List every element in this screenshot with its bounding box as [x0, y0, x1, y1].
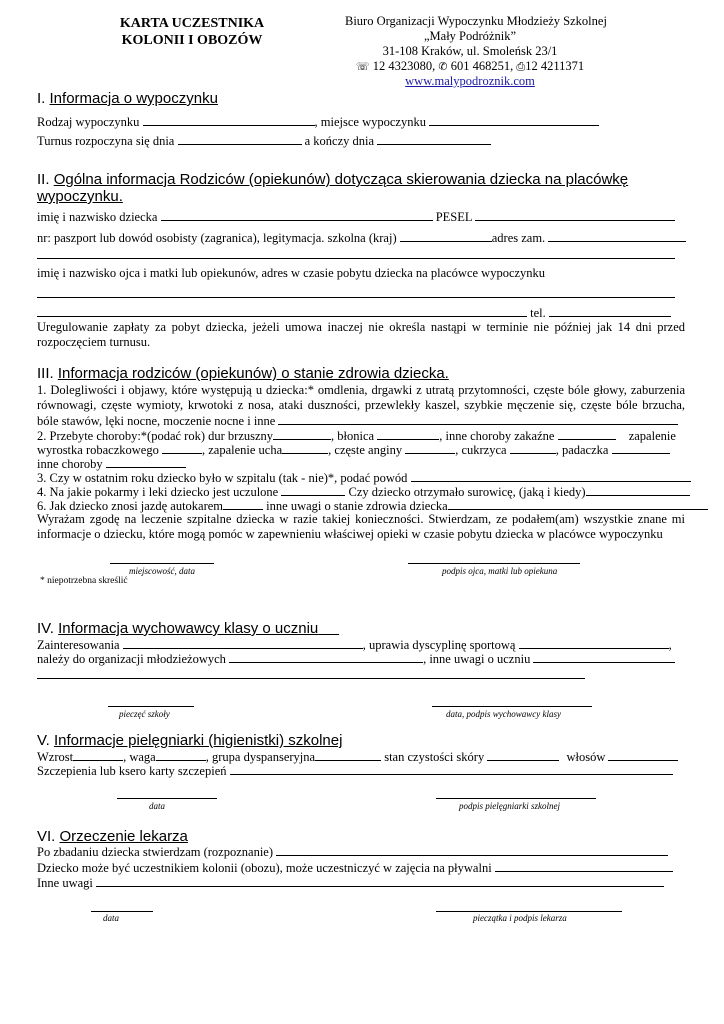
organizer-address: 31-108 Kraków, ul. Smoleńsk 23/1	[382, 44, 558, 58]
parents-phone-row	[37, 305, 671, 321]
document-field[interactable]	[400, 230, 492, 242]
parents-label: imię i nazwisko ojca i matki lub opiekunów, adres w czasie pobytu dziecka na placówce wypoczynku	[37, 266, 546, 280]
group-field[interactable]	[315, 749, 381, 761]
epilepsy-field[interactable]	[612, 442, 670, 454]
turnus-end-label: a kończy dnia	[304, 134, 375, 148]
section-2-title-cont: wypoczynku.	[37, 188, 123, 205]
symptoms-question	[37, 383, 685, 429]
diagnosis-field[interactable]	[276, 844, 668, 856]
parents-address-field[interactable]	[37, 305, 527, 317]
section-2-heading	[37, 171, 677, 205]
diabetes-field[interactable]	[510, 442, 556, 454]
strike-note: * niepotrzebna skreślić	[40, 576, 128, 586]
hair-field[interactable]	[608, 749, 678, 761]
height-label: Wzrost	[37, 750, 74, 764]
phone-number: 12 4323080,	[372, 59, 436, 73]
hospital-label: 3. Czy w ostatnim roku dziecko było w szpitalu (tak - nie)*, podać powód	[37, 471, 408, 485]
payment-note: Uregulowanie zapłaty za pobyt dziecka, jeżeli umowa inaczej nie określa nastąpi w terminie nie później jak 14 dni przed rozpoczęciem turnusu.	[37, 320, 685, 349]
appendix-label-cont: wyrostka robaczkowego	[37, 443, 159, 457]
section-3-number: III.	[37, 365, 54, 382]
website-link[interactable]: www.malypodroznik.com	[405, 74, 535, 88]
section-5-title: Informacje pielęgniarki (higienistki) szkolnej	[53, 732, 343, 749]
interests-label: Zainteresowania	[37, 638, 120, 652]
sport-label: , uprawia dyscyplinę sportową	[362, 638, 516, 652]
diabetes-label: , cukrzyca	[455, 443, 507, 457]
organizer-name: Biuro Organizacji Wypoczynku Młodzieży Szkolnej	[345, 14, 607, 28]
organizations-label: należy do organizacji młodzieżowych	[37, 652, 226, 666]
form-title-line1: KARTA UCZESTNIKA	[119, 16, 265, 31]
infectious-field[interactable]	[558, 428, 616, 440]
appendix-label: zapalenie	[628, 429, 676, 443]
doctor-notes-label: Inne uwagi	[37, 876, 93, 890]
sport-field[interactable]	[519, 637, 669, 649]
teacher-notes-field[interactable]	[533, 651, 675, 663]
section-3-title: Informacja rodziców (opiekunów) o stanie zdrowia dziecka.	[57, 365, 449, 382]
phone-icon: ☏	[355, 60, 370, 73]
section-6-heading	[37, 828, 188, 845]
vacation-place-field[interactable]	[429, 114, 599, 126]
nurse-date-line[interactable]	[117, 798, 217, 799]
angina-label: , częste anginy	[328, 443, 403, 457]
organizer-block	[345, 14, 607, 89]
doctor-signature-caption: pieczątka i podpis lekarza	[473, 913, 567, 923]
teacher-signature-line[interactable]	[432, 706, 592, 707]
section-5-number: V.	[37, 732, 50, 749]
nurse-signature-caption: podpis pielęgniarki szkolnej	[459, 801, 560, 811]
epilepsy-label: , padaczka	[555, 443, 609, 457]
turnus-start-field[interactable]	[178, 133, 302, 145]
teacher-notes-label: , inne uwagi o uczniu	[423, 652, 531, 666]
document-row	[37, 230, 686, 246]
section-3-heading	[37, 365, 449, 382]
section-2-number: II.	[37, 171, 50, 188]
section-1-number: I.	[37, 90, 46, 107]
school-stamp-line[interactable]	[108, 706, 194, 707]
health-notes-label: inne uwagi o stanie zdrowia dziecka	[266, 499, 448, 513]
section-4-title: Informacja wychowawcy klasy o uczniu	[58, 620, 319, 637]
serum-field[interactable]	[586, 484, 690, 496]
school-stamp-caption: pieczęć szkoły	[119, 709, 170, 719]
diagnosis-label: Po zbadaniu dziecka stwierdzam (rozpoznanie)	[37, 845, 274, 859]
skin-field[interactable]	[487, 749, 559, 761]
hair-label: włosów	[566, 750, 606, 764]
document-label: nr: paszport lub dowód osobisty (zagranica), legitymacja. szkolna (kraj)	[37, 231, 397, 245]
consent-text: Wyrażam zgodę na leczenie szpitalne dziecka w razie takiej konieczności. Stwierdzam, ze podałem(am) wszystkie znane mi informacje o dziecku, które mogą pomóc w zapewnieniu właściwej opieki w czasie pobytu dziecka w placówce wypoczynku	[37, 512, 685, 541]
phone-label: tel.	[530, 306, 546, 320]
diagnosis-row	[37, 844, 668, 860]
vacation-type-label: Rodzaj wypoczynku	[37, 115, 140, 129]
health-notes-field[interactable]	[448, 498, 708, 510]
symptoms-field[interactable]	[278, 413, 678, 425]
section-6-title: Orzeczenie lekarza	[59, 828, 188, 845]
child-name-field[interactable]	[161, 209, 433, 221]
weight-label: , waga	[123, 750, 156, 764]
symptoms-text: 1. Dolegliwości i objawy, które występują u dziecka:* omdlenia, drgawki z utratą przytomności, częste bóle głowy, zaburzenia równowagi, częste wymioty, krwotoki z nosa, ataki duszności, przewlekły kaszel, szybkie męczenie się, częste bóle brzucha, bóle stawów, lęki nocne, moczenie nocne i inne	[37, 383, 685, 428]
appendix-field[interactable]	[162, 442, 202, 454]
coach-travel-label: 6. Jak dziecko znosi jazdę autokarem	[37, 499, 224, 513]
parent-place-date-line[interactable]	[110, 563, 214, 564]
vaccinations-field[interactable]	[230, 763, 673, 775]
nurse-date-caption: data	[149, 801, 166, 811]
section-1-heading	[37, 90, 218, 107]
parent-place-date-caption: miejscowość, data	[129, 566, 195, 576]
vaccinations-row	[37, 763, 673, 779]
ear-infection-label: , zapalenie ucha	[201, 443, 283, 457]
pesel-field[interactable]	[475, 209, 675, 221]
section-6-number: VI.	[37, 828, 56, 845]
weight-field[interactable]	[156, 749, 206, 761]
child-name-row	[37, 209, 675, 225]
vacation-type-field[interactable]	[143, 114, 315, 126]
fax-number: 12 4211371	[525, 59, 585, 73]
turnus-start-label: Turnus rozpoczyna się dnia	[37, 134, 175, 148]
section-2-title: Ogólna informacja Rodziców (opiekunów) dotycząca skierowania dziecka na placówkę	[53, 171, 629, 188]
form-title-line2: KOLONII I OBOZÓW	[121, 33, 263, 48]
address-continuation-line[interactable]	[37, 258, 675, 259]
section-4-heading	[37, 620, 339, 637]
interests-field[interactable]	[123, 637, 363, 649]
parents-field-line[interactable]	[37, 297, 675, 298]
section-4-number: IV.	[37, 620, 54, 637]
organizations-field[interactable]	[229, 651, 423, 663]
skin-label: stan czystości skóry	[384, 750, 485, 764]
typhoid-label: 2. Przebyte choroby:*(podać rok) dur brzuszny	[37, 429, 274, 443]
eligibility-field[interactable]	[495, 860, 673, 872]
allergy-field[interactable]	[281, 484, 345, 496]
organizations-row	[37, 651, 675, 667]
vaccinations-label: Szczepienia lub ksero karty szczepień	[37, 764, 227, 778]
eligibility-label: Dziecko może być uczestnikiem kolonii (obozu), może uczestniczyć w zajęcia na pływalni	[37, 861, 492, 875]
teacher-notes-continuation-line[interactable]	[37, 678, 585, 679]
vacation-type-row	[37, 114, 599, 130]
pesel-label: PESEL	[435, 210, 473, 224]
mobile-number: 601 468251,	[450, 59, 514, 73]
coach-travel-field[interactable]	[223, 498, 263, 510]
section-5-heading	[37, 732, 342, 749]
doctor-date-caption: data	[103, 913, 120, 923]
child-name-label: imię i nazwisko dziecka	[37, 210, 158, 224]
section-1-title: Informacja o wypoczynku	[49, 90, 218, 107]
teacher-signature-caption: data, podpis wychowawcy klasy	[446, 709, 561, 719]
parent-signature-caption: podpis ojca, matki lub opiekuna	[442, 566, 558, 576]
address-field[interactable]	[548, 230, 686, 242]
nurse-signature-line[interactable]	[436, 798, 596, 799]
height-field[interactable]	[73, 749, 123, 761]
hospital-field[interactable]	[411, 470, 691, 482]
group-label: , grupa dyspanseryjna	[205, 750, 316, 764]
organizer-brand: „Mały Podróżnik”	[424, 29, 516, 43]
doctor-notes-row	[37, 875, 664, 891]
parent-signature-line[interactable]	[408, 563, 580, 564]
diphtheria-field[interactable]	[377, 428, 439, 440]
turnus-row	[37, 133, 491, 149]
eligibility-row	[37, 860, 673, 876]
typhoid-field[interactable]	[273, 428, 331, 440]
interests-row: Zainteresowania , uprawia dyscyplinę sportową ,	[37, 638, 672, 652]
doctor-signature-line[interactable]	[436, 911, 622, 912]
vacation-place-label: , miejsce wypoczynku	[314, 115, 426, 129]
diphtheria-label: , błonica	[331, 429, 375, 443]
form-title	[92, 15, 292, 49]
fax-icon: ⎙	[516, 60, 526, 73]
doctor-date-line[interactable]	[91, 911, 153, 912]
other-diseases-field[interactable]	[106, 456, 186, 468]
other-diseases-label: inne choroby	[37, 457, 103, 471]
serum-label: Czy dziecko otrzymało surowicę, (jaką i kiedy)	[348, 485, 586, 499]
phone-field[interactable]	[549, 305, 671, 317]
contact-phones	[345, 59, 595, 74]
allergy-label: 4. Na jakie pokarmy i leki dziecko jest uczulone	[37, 485, 279, 499]
address-label: adres zam.	[491, 231, 546, 245]
doctor-notes-field[interactable]	[96, 875, 664, 887]
angina-field[interactable]	[405, 442, 455, 454]
infectious-label: , inne choroby zakaźne	[439, 429, 555, 443]
mobile-phone-icon: ✆	[438, 60, 448, 73]
turnus-end-field[interactable]	[377, 133, 491, 145]
ear-infection-field[interactable]	[282, 442, 328, 454]
